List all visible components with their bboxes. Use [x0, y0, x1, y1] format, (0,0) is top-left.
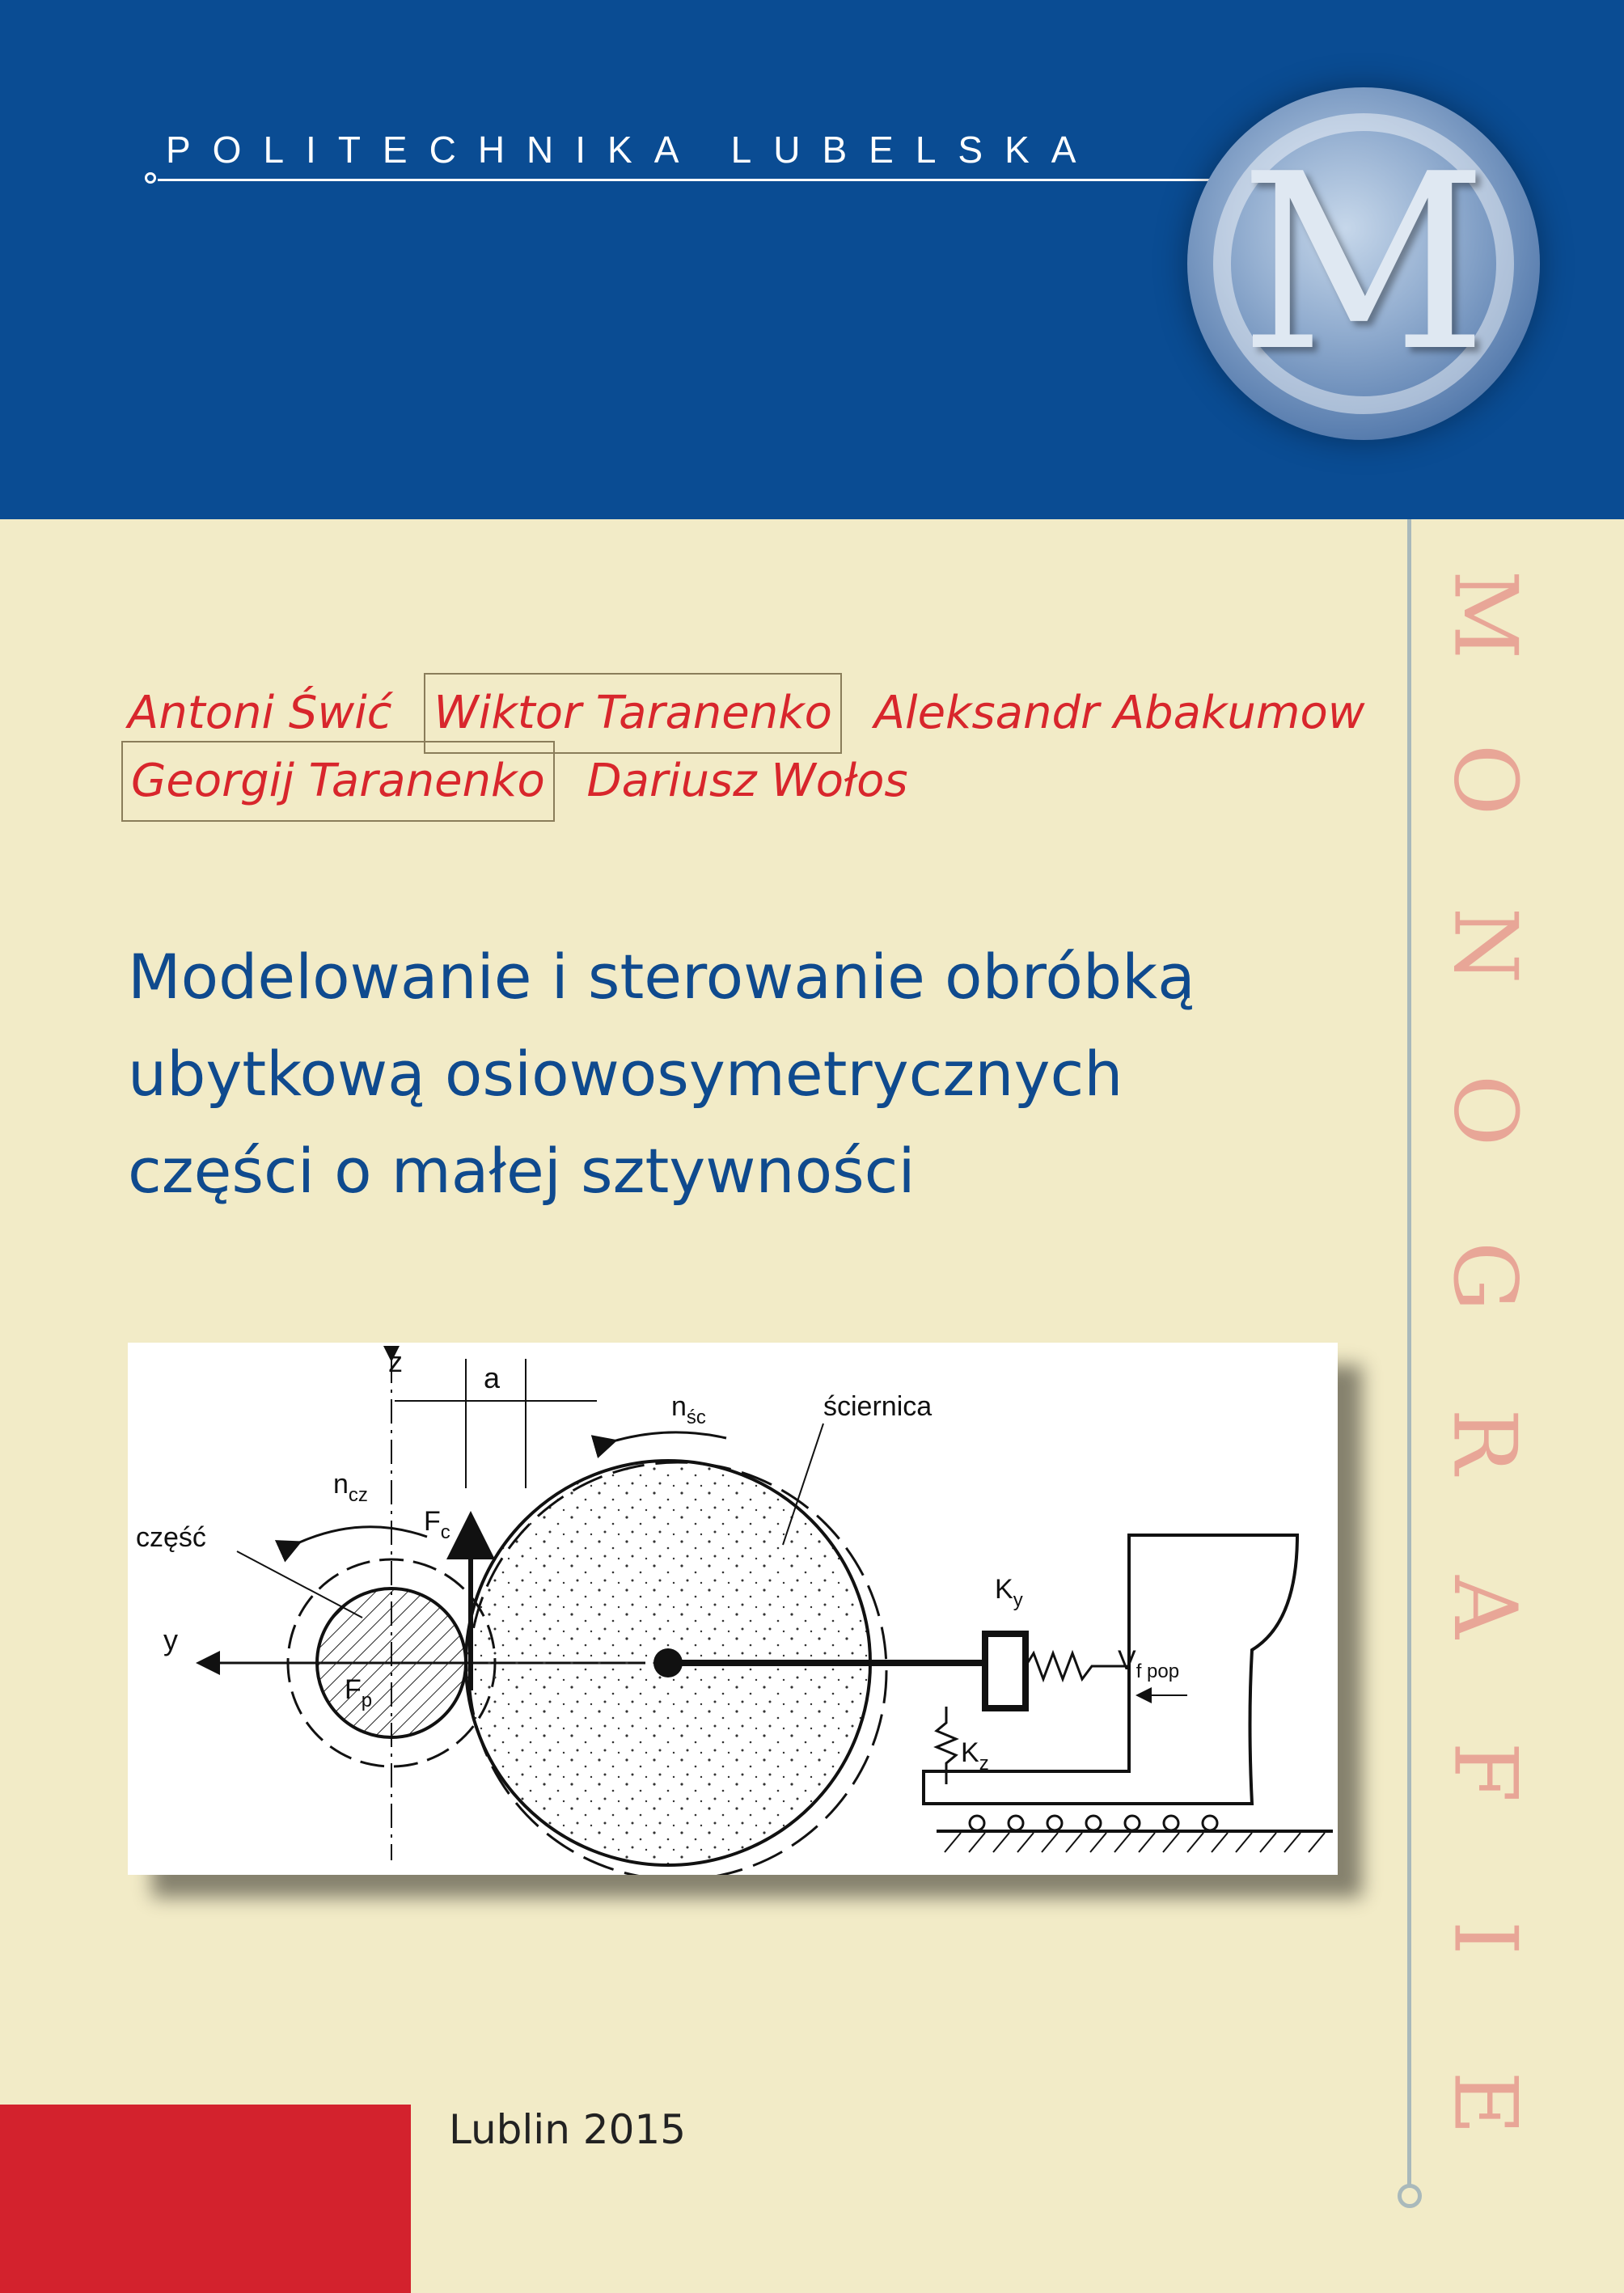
series-rule-dot: [1398, 2184, 1422, 2208]
n-sc-arc: [613, 1432, 726, 1441]
ky-spring: [1026, 1653, 1129, 1679]
book-title: [128, 929, 1389, 1220]
label-sciernica: ściernica: [823, 1391, 933, 1422]
series-letter: R: [1433, 1408, 1535, 1474]
rollers: [970, 1816, 1217, 1830]
label-vf-main: V: [1118, 1645, 1136, 1676]
place-and-year: Lublin 2015: [449, 2106, 687, 2153]
label-fc-main: F: [424, 1506, 441, 1537]
series-letter: O: [1433, 1075, 1535, 1147]
label-fc-sub: c: [440, 1521, 450, 1543]
label-kz: [961, 1737, 989, 1775]
publisher-logo: [1187, 87, 1540, 440]
grinding-diagram: [128, 1343, 1338, 1875]
label-fp-sub: p: [361, 1690, 373, 1711]
series-letter: I: [1433, 1920, 1535, 1955]
series-letter: G: [1434, 1241, 1535, 1311]
label-n-cz-main: n: [333, 1469, 349, 1500]
part-section: [317, 1589, 466, 1737]
label-czesc: część: [136, 1522, 206, 1553]
red-accent-block: [0, 2105, 411, 2293]
czesc-leader: [237, 1551, 362, 1618]
series-letter: N: [1434, 907, 1535, 984]
label-n-cz: [333, 1469, 368, 1506]
series-label: [1423, 550, 1545, 2168]
label-a: a: [484, 1361, 501, 1394]
series-letter: E: [1434, 2071, 1535, 2135]
ky-bracket: [985, 1634, 1026, 1708]
cover-figure: [128, 1343, 1338, 1875]
label-n-sc-main: n: [671, 1391, 687, 1422]
label-fp-main: F: [345, 1674, 362, 1705]
series-rule: [1407, 519, 1411, 2192]
label-ky-sub: y: [1013, 1589, 1023, 1611]
label-ky: [995, 1574, 1023, 1611]
publisher-rule-dot: [145, 172, 156, 184]
label-kz-sub: z: [979, 1753, 989, 1775]
author-name-boxed: Georgij Taranenko: [128, 747, 548, 815]
author-name: Dariusz Wołos: [586, 755, 908, 807]
publisher-name: POLITECHNIKA LUBELSKA: [166, 129, 1098, 171]
label-n-cz-sub: cz: [348, 1484, 368, 1506]
title-line: części o małej sztywności: [128, 1135, 916, 1207]
series-letter: O: [1433, 744, 1535, 816]
label-z: z: [388, 1345, 403, 1378]
title-line: ubytkową osiowosymetrycznych: [128, 1038, 1123, 1110]
label-n-sc-sub: śc: [686, 1407, 706, 1428]
author-name: Antoni Świć: [128, 687, 392, 739]
label-n-sc: [671, 1391, 706, 1428]
logo-letter: M: [1239, 122, 1488, 404]
label-fc: [424, 1506, 450, 1543]
title-line: Modelowanie i sterowanie obróbką: [128, 941, 1195, 1013]
label-y: y: [163, 1623, 178, 1656]
label-vf: [1118, 1645, 1179, 1682]
author-name: Aleksandr Abakumow: [873, 687, 1365, 739]
publisher-rule: [158, 179, 1225, 181]
author-name-boxed: Wiktor Taranenko: [430, 679, 835, 747]
ground-hatch: [945, 1833, 1325, 1852]
series-letter: F: [1434, 1741, 1535, 1803]
label-vf-sub: f pop: [1136, 1661, 1180, 1682]
label-ky-main: K: [995, 1574, 1013, 1605]
n-cz-arc: [298, 1527, 427, 1543]
label-kz-main: K: [961, 1737, 979, 1768]
series-letter: A: [1434, 1575, 1535, 1639]
series-letter: M: [1434, 569, 1535, 660]
authors: [128, 679, 1389, 815]
